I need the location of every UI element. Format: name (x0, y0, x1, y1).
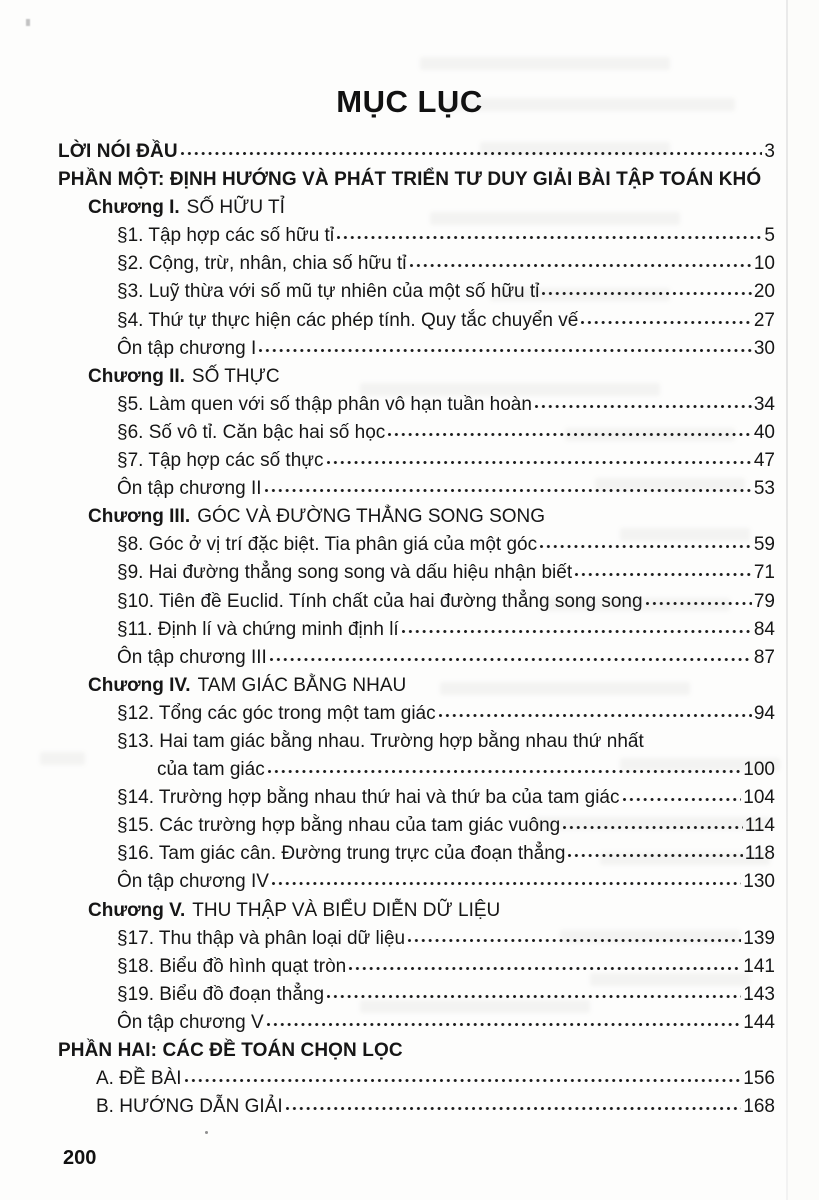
toc-entry-page: 30 (753, 337, 775, 359)
toc-entry-page: 87 (753, 646, 775, 668)
toc-entry-page: 71 (753, 562, 775, 584)
toc-entry (58, 225, 775, 253)
toc-entry-page: 139 (743, 927, 775, 949)
dot-leader (645, 595, 752, 607)
toc-entry-page: 130 (743, 871, 775, 893)
dot-leader (580, 314, 752, 326)
toc-entry-page: 5 (764, 225, 775, 247)
toc-entry-text: Ôn tập chương III (117, 646, 267, 668)
toc-entry-page: 84 (753, 618, 775, 640)
toc-entry (58, 703, 775, 731)
toc-entry-text: TAM GIÁC BẰNG NHAU (197, 674, 407, 696)
dust-speck (26, 19, 30, 26)
toc-entry-text: Ôn tập chương V (117, 1011, 264, 1033)
toc-entry-text: §19. Biểu đồ đoạn thẳng (117, 983, 325, 1005)
toc-entry-text: GÓC VÀ ĐƯỜNG THẲNG SONG SONG (197, 506, 546, 528)
toc-entry-text: §15. Các trường hợp bằng nhau của tam giác vuông (117, 815, 561, 837)
toc-list (58, 141, 775, 1124)
toc-entry (58, 1096, 775, 1124)
dot-leader (267, 763, 742, 775)
toc-entry-text: §4. Thứ tự thực hiện các phép tính. Quy tắc chuyển vế (117, 309, 579, 331)
dot-leader (180, 145, 763, 157)
toc-entry-text: của tam giác (157, 759, 265, 781)
toc-entry (58, 675, 775, 703)
page-edge-band (788, 0, 819, 1200)
dot-leader (285, 1100, 742, 1112)
toc-entry-text: THU THẬP VÀ BIỂU DIỄN DỮ LIỆU (192, 899, 501, 921)
toc-entry (58, 871, 775, 899)
dot-leader (387, 426, 752, 438)
toc-entry-page: 100 (743, 759, 775, 781)
toc-entry (58, 815, 775, 843)
dot-leader (184, 1072, 742, 1084)
toc-entry-text: §14. Trường hợp bằng nhau thứ hai và thứ ba của tam giác (117, 787, 620, 809)
dot-leader (271, 875, 741, 887)
toc-entry-page: 27 (753, 309, 775, 331)
toc-entry-page: 141 (743, 955, 775, 977)
toc-entry (58, 506, 775, 534)
toc-entry-text: §1. Tập hợp các số hữu tỉ (117, 225, 335, 247)
toc-entry-page: 144 (743, 1011, 775, 1033)
toc-entry (58, 759, 775, 787)
toc-entry-page: 47 (753, 450, 775, 472)
toc-entry (58, 310, 775, 338)
toc-entry-page: 34 (753, 393, 775, 415)
toc-entry-page: 79 (753, 590, 775, 612)
toc-entry (58, 562, 775, 590)
dot-leader (401, 623, 752, 635)
toc-entry-text: §9. Hai đường thẳng song song và dấu hiệu nhận biết (117, 562, 573, 584)
toc-entry-page: 168 (743, 1096, 775, 1118)
toc-entry-text: §7. Tập hợp các số thực (117, 450, 324, 472)
toc-entry-page: 40 (753, 421, 775, 443)
toc-entry (58, 619, 775, 647)
toc-entry (58, 731, 775, 759)
toc-entry-page: 114 (744, 815, 775, 837)
dot-leader (407, 932, 741, 944)
toc-entry (58, 984, 775, 1012)
dust-speck (205, 1131, 208, 1134)
toc-entry-text: LỜI NÓI ĐẦU (58, 141, 178, 162)
toc-entry (58, 394, 775, 422)
toc-entry-text: PHẦN HAI: CÁC ĐỀ TOÁN CHỌN LỌC (58, 1040, 403, 1061)
toc-entry-prefix: Chương II. (88, 365, 185, 387)
bleed-through-artifact (420, 57, 670, 70)
toc-entry-page: 59 (753, 534, 775, 556)
dot-leader (348, 960, 741, 972)
toc-entry-text: §3. Luỹ thừa với số mũ tự nhiên của một số hữu tỉ (117, 281, 540, 303)
toc-entry (58, 253, 775, 281)
toc-entry-text: §6. Số vô tỉ. Căn bậc hai số học (117, 421, 386, 443)
toc-entry-page: 10 (753, 253, 775, 275)
dot-leader (539, 538, 752, 550)
dot-leader (567, 847, 742, 859)
toc-entry-text: §16. Tam giác cân. Đường trung trực của đoạn thẳng (117, 843, 566, 865)
toc-entry-text: Ôn tập chương IV (117, 871, 269, 893)
toc-entry-page: 94 (753, 702, 775, 724)
toc-entry-page: 53 (753, 478, 775, 500)
toc-entry-page: 104 (743, 787, 775, 809)
toc-entry-text: Ôn tập chương I (117, 337, 257, 359)
dot-leader (326, 454, 752, 466)
toc-entry (58, 1012, 775, 1040)
toc-entry (58, 900, 775, 928)
toc-entry (58, 787, 775, 815)
dot-leader (622, 791, 742, 803)
toc-entry (58, 647, 775, 675)
dot-leader (409, 257, 752, 269)
dot-leader (266, 1016, 742, 1028)
dot-leader (438, 707, 752, 719)
toc-entry-text: §10. Tiên đề Euclid. Tính chất của hai đường thẳng song song (117, 590, 643, 612)
toc-entry-text: SỐ HỮU TỈ (186, 197, 285, 219)
dot-leader (326, 988, 741, 1000)
toc-entry-prefix: Chương IV. (88, 674, 191, 696)
toc-entry (58, 928, 775, 956)
toc-entry-page: 143 (743, 983, 775, 1005)
toc-entry (58, 843, 775, 871)
toc-entry-text: PHẦN MỘT: ĐỊNH HƯỚNG VÀ PHÁT TRIỂN TƯ DUY GIẢI BÀI TẬP TOÁN KHÓ (58, 169, 762, 191)
toc-entry-text: §13. Hai tam giác bằng nhau. Trường hợp bằng nhau thứ nhất (117, 730, 644, 752)
dot-leader (269, 651, 752, 663)
toc-entry (58, 422, 775, 450)
toc-entry (58, 1068, 775, 1096)
toc-entry-text: SỐ THỰC (191, 365, 280, 387)
toc-entry-prefix: Chương V. (88, 899, 186, 921)
toc-entry (58, 450, 775, 478)
dot-leader (562, 819, 742, 831)
toc-entry (58, 478, 775, 506)
toc-entry-prefix: Chương III. (88, 506, 191, 528)
dot-leader (541, 285, 751, 297)
toc-entry-text: §18. Biểu đồ hình quạt tròn (117, 955, 347, 977)
dot-leader (258, 342, 752, 354)
toc-entry (58, 956, 775, 984)
toc-entry-text: §2. Cộng, trừ, nhân, chia số hữu tỉ (117, 253, 407, 275)
toc-entry-prefix: Chương I. (88, 197, 180, 219)
toc-entry (58, 366, 775, 394)
footer-page-number: 200 (63, 1147, 97, 1169)
toc-entry-text: §11. Định lí và chứng minh định lí (117, 618, 399, 640)
toc-entry-text: §8. Góc ở vị trí đặc biệt. Tia phân giá của một góc (117, 534, 538, 556)
page-title: MỤC LỤC (336, 84, 483, 119)
dot-leader (264, 482, 752, 494)
toc-entry (58, 534, 775, 562)
toc-entry (58, 169, 775, 197)
toc-entry-text: B. HƯỚNG DẪN GIẢI (96, 1096, 283, 1118)
dot-leader (574, 566, 752, 578)
toc-entry (58, 141, 775, 169)
toc-entry (58, 591, 775, 619)
toc-entry-page: 118 (744, 843, 775, 865)
page-edge-crease (786, 0, 788, 1200)
toc-entry-text: §12. Tổng các góc trong một tam giác (117, 702, 436, 724)
toc-entry-text: A. ĐỀ BÀI (96, 1068, 182, 1090)
toc-entry-text: Ôn tập chương II (117, 478, 262, 500)
dot-leader (336, 229, 762, 241)
toc-entry (58, 281, 775, 309)
toc-entry (58, 197, 775, 225)
toc-entry (58, 1040, 775, 1068)
toc-entry-text: §17. Thu thập và phân loại dữ liệu (117, 927, 406, 949)
toc-entry-page: 20 (753, 281, 775, 303)
toc-entry-page: 3 (764, 141, 775, 162)
toc-entry-text: §5. Làm quen với số thập phân vô hạn tuần hoàn (117, 393, 532, 415)
dot-leader (534, 398, 752, 410)
toc-entry-page: 156 (743, 1068, 775, 1090)
toc-entry (58, 338, 775, 366)
